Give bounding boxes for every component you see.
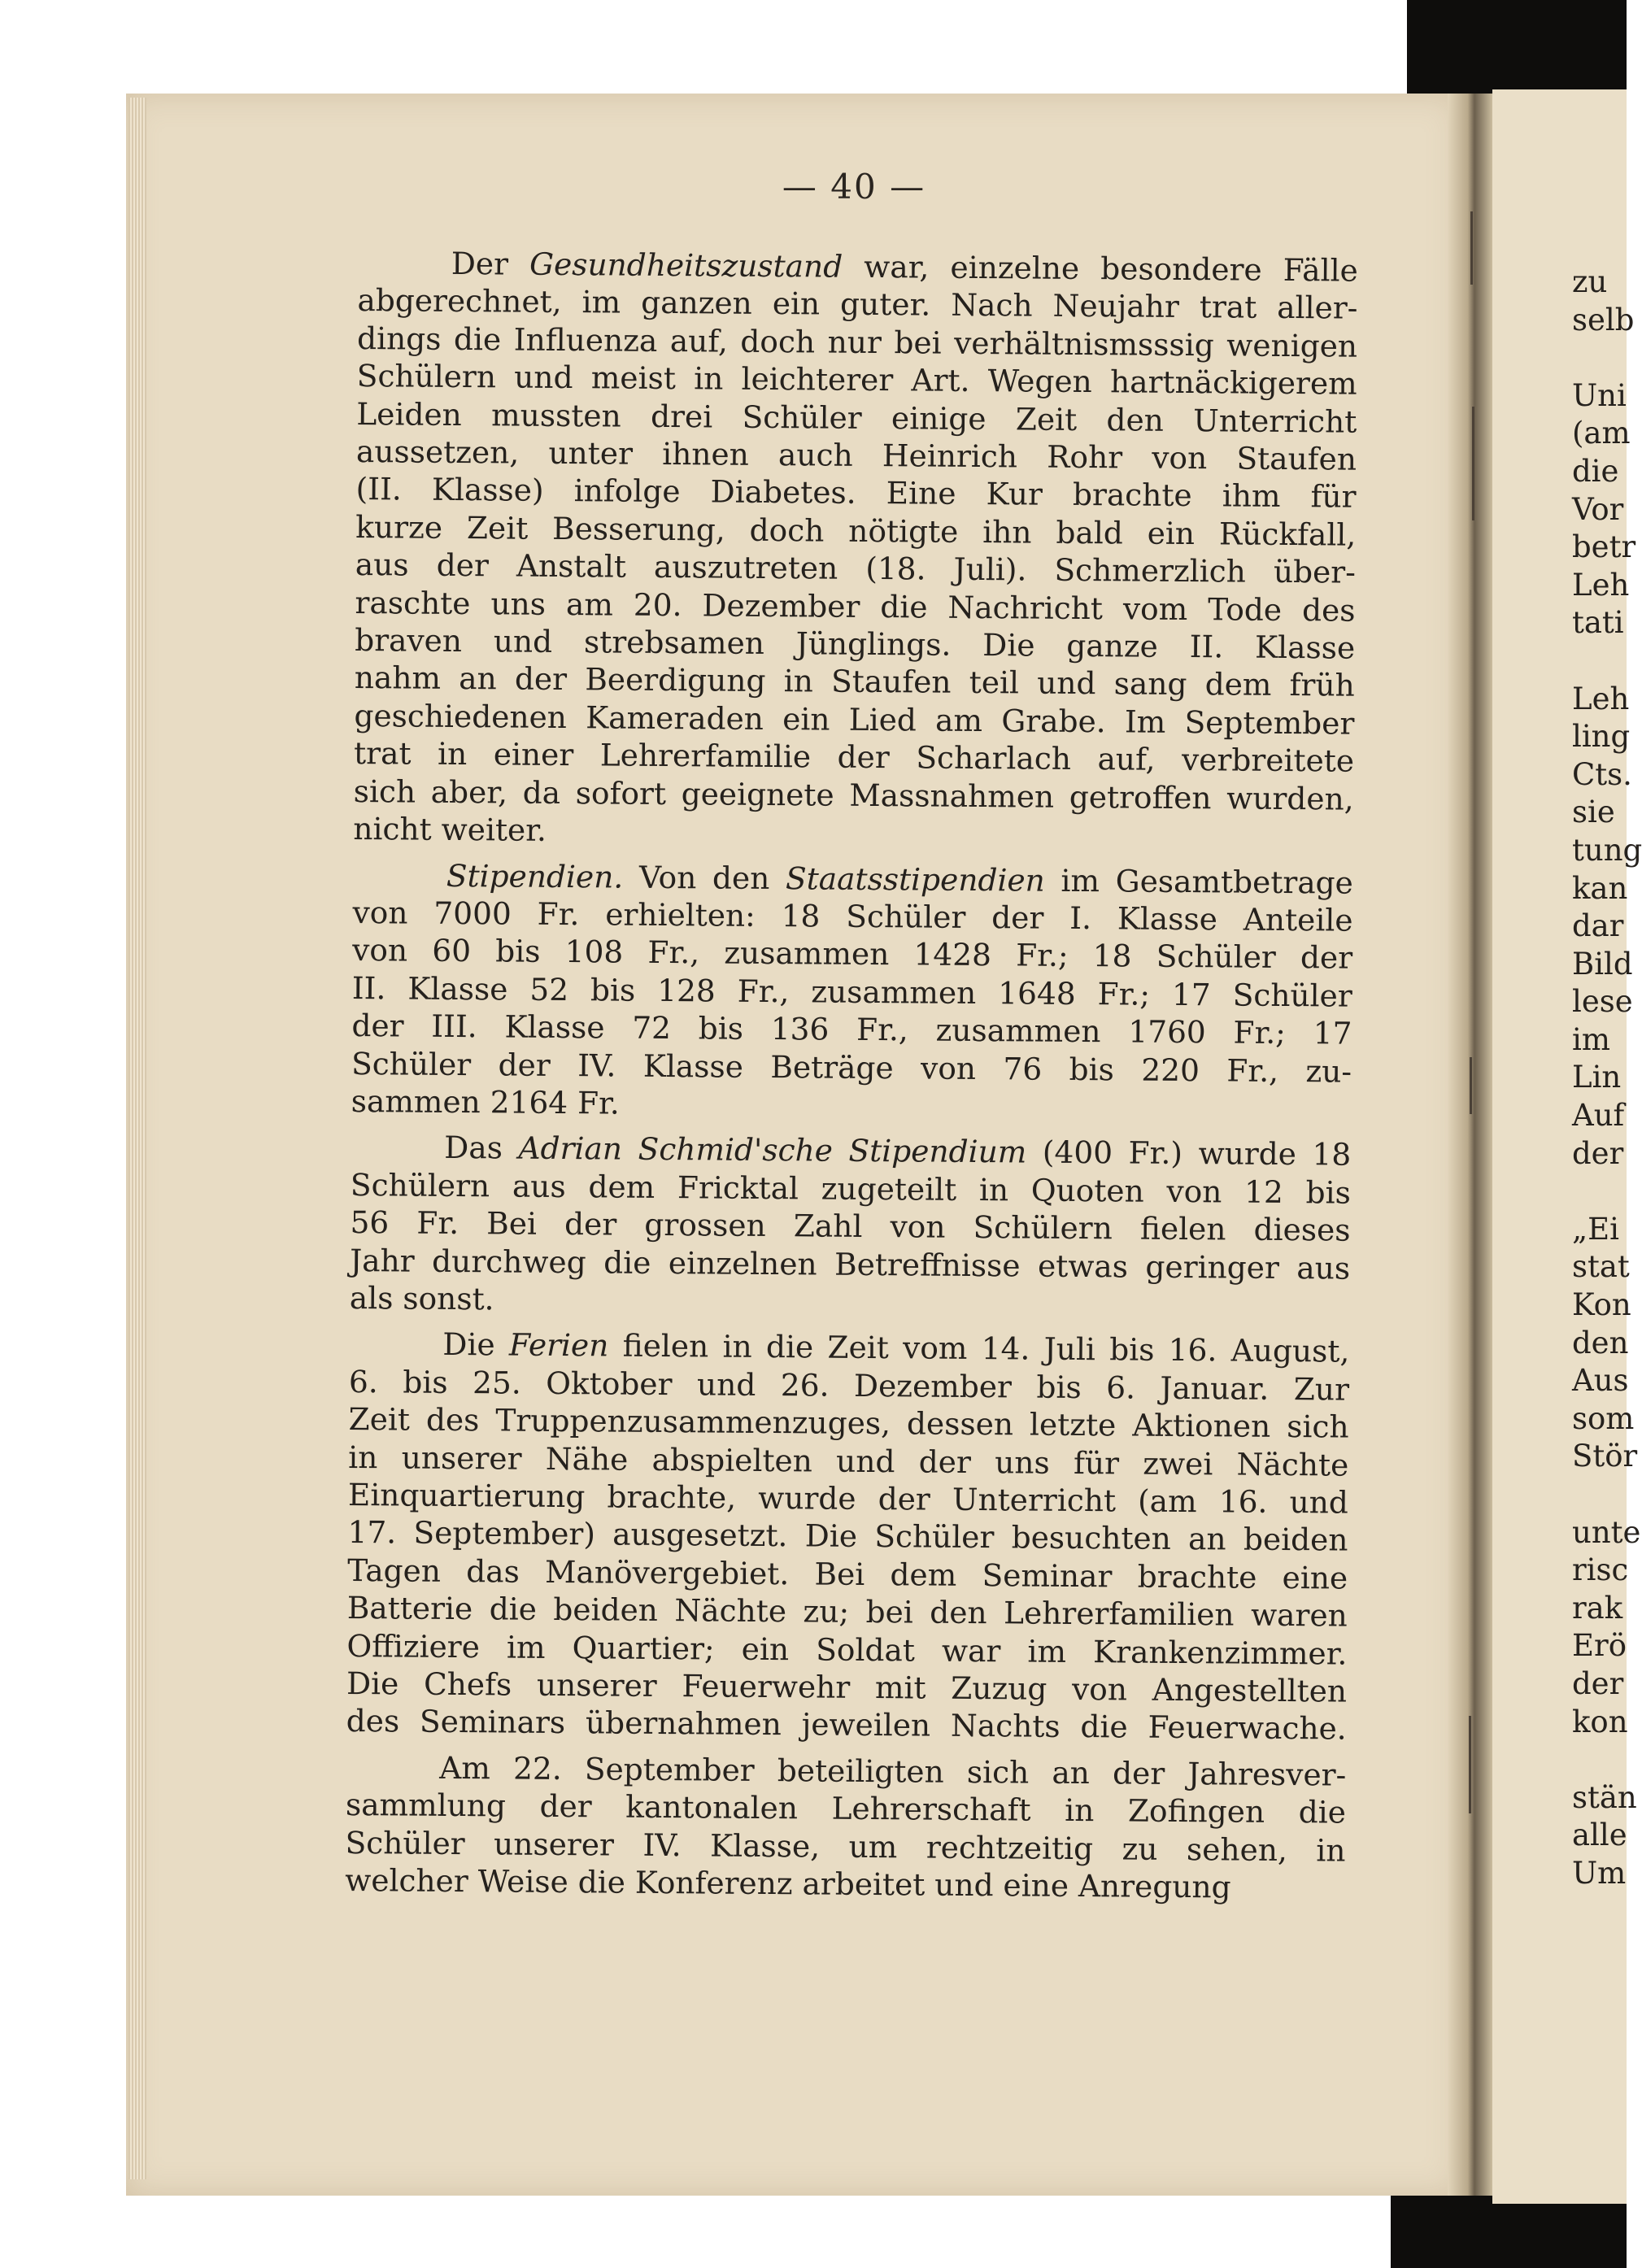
right-page-fragment: den <box>1572 1325 1629 1360</box>
text-line: in unserer Nähe abspielten und der uns für zwei Nächte <box>348 1439 1349 1483</box>
right-page-fragment: Lin <box>1572 1060 1622 1095</box>
right-page-fragment: betr <box>1572 529 1636 565</box>
text-line: Zeit des Truppenzusammenzuges, dessen letzte Aktionen sich <box>348 1401 1349 1445</box>
text-line: sammlung der kantonalen Lehrerschaft in Zofingen die <box>345 1787 1347 1831</box>
right-page-fragment: som <box>1572 1400 1635 1436</box>
right-page-fragment: lese <box>1572 984 1633 1020</box>
right-page-fragment: „Ei <box>1572 1211 1620 1247</box>
text-line: raschte uns am 20. Dezember die Nachricht vom Tode des <box>355 584 1356 629</box>
text-line: Jahr durchweg die einzelnen Betreffnisse etwas geringer aus <box>350 1242 1351 1286</box>
text-line: Die Ferien fielen in die Zeit vom 14. Juli bis 16. August, <box>442 1326 1350 1369</box>
text-line: braven und strebsamen Jünglings. Die ganze II. Klasse <box>355 622 1356 666</box>
text-line: Tagen das Manövergebiet. Bei dem Seminar brachte eine <box>347 1552 1348 1596</box>
right-page-fragment: Aus <box>1572 1363 1629 1399</box>
text-line: nahm an der Beerdigung in Staufen teil und sang dem früh <box>354 660 1355 704</box>
gutter-mark <box>1470 211 1473 285</box>
gutter-mark <box>1469 1716 1471 1813</box>
text-line: geschiedenen Kameraden ein Lied am Grabe. Im September <box>354 697 1355 742</box>
text-line: Schüler unserer IV. Klasse, um rechtzeitig zu sehen, in <box>345 1824 1346 1869</box>
text-line: Schülern und meist in leichterer Art. Wegen hartnäckigerem <box>356 358 1357 402</box>
right-page-fragment: Uni <box>1572 377 1627 413</box>
text-line: sammen 2164 Fr. <box>351 1082 620 1121</box>
right-page-fragment: stat <box>1572 1249 1630 1285</box>
text-line: welcher Weise die Konferenz arbeitet und eine Anregung <box>345 1862 1231 1905</box>
text-line: aussetzen, unter ihnen auch Heinrich Rohr von Staufen <box>355 433 1357 477</box>
text-line: der III. Klasse 72 bis 136 Fr., zusammen 1760 Fr.; 17 <box>351 1008 1352 1051</box>
text-line: Die Chefs unserer Feuerwehr mit Zuzug von Angestellten <box>346 1665 1348 1709</box>
text-line: dings die Influenza auf, doch nur bei verhältnismsssig wenigen <box>356 320 1358 364</box>
text-line: sich aber, da sofort geeignete Massnahmen getroffen wurden, <box>353 773 1354 817</box>
right-page-fragment: Erö <box>1572 1628 1627 1664</box>
right-page-fragment: rak <box>1572 1590 1623 1626</box>
text-line: Am 22. September beteiligten sich an der Jahresver- <box>439 1749 1347 1793</box>
right-page-fragment <box>1572 642 1629 681</box>
right-page-fragment: Leh <box>1572 567 1630 603</box>
right-page-fragment: Kon <box>1572 1287 1631 1323</box>
text-line: Das Adrian Schmid'sche Stipendium (400 Fr.) wurde 18 <box>444 1130 1352 1173</box>
text-line: aus der Anstalt auszutreten (18. Juli). Schmerzlich über- <box>355 546 1357 590</box>
text-line: Offiziere im Quartier; ein Soldat war im Krankenzimmer. <box>346 1627 1348 1672</box>
book-gutter <box>1448 94 1492 2196</box>
page-edges <box>128 98 146 2179</box>
right-page-fragment: sie <box>1572 794 1615 830</box>
right-page-fragment: Leh <box>1572 681 1630 716</box>
right-page-fragment: risc <box>1572 1552 1629 1588</box>
right-page-fragment: kon <box>1572 1704 1628 1739</box>
right-page-fragment: Auf <box>1572 1098 1625 1134</box>
right-page-fragment: (am <box>1572 416 1631 451</box>
right-page-fragment: tung <box>1572 832 1642 868</box>
text-line: des Seminars übernahmen jeweilen Nachts die Feuerwache. <box>346 1703 1347 1748</box>
right-page-fragment: die <box>1572 453 1619 489</box>
body-text <box>345 244 1358 1907</box>
background-dark-top <box>1407 0 1627 98</box>
text-line: Leiden mussten drei Schüler einige Zeit den Unterricht <box>356 395 1357 440</box>
gutter-mark <box>1472 407 1474 520</box>
right-page-fragment: unte <box>1572 1514 1641 1550</box>
right-page-fragment: selb <box>1572 302 1635 337</box>
text-line: (II. Klasse) infolge Diabetes. Eine Kur brachte ihm für <box>355 471 1357 516</box>
right-page-fragment <box>1572 1741 1629 1779</box>
text-line: trat in einer Lehrerfamilie der Scharlach auf, verbreitete <box>353 735 1355 779</box>
right-page-fragment: Stör <box>1572 1439 1638 1474</box>
text-line: II. Klasse 52 bis 128 Fr., zusammen 1648 Fr.; 17 Schüler <box>351 969 1352 1014</box>
right-page-fragment: alle <box>1572 1817 1627 1853</box>
right-page-fragment: kan <box>1572 870 1628 906</box>
right-page-fragment: Bild <box>1572 946 1633 982</box>
text-line: 6. bis 25. Oktober und 26. Dezember bis 6. Januar. Zur <box>348 1363 1350 1408</box>
right-page-fragment: dar <box>1572 908 1624 944</box>
text-line: abgerechnet, im ganzen ein guter. Nach Neujahr trat aller- <box>357 282 1358 327</box>
text-line: Schülern aus dem Fricktal zugeteilt in Quoten von 12 bis <box>350 1166 1352 1211</box>
right-page-fragment: Vor <box>1572 491 1624 527</box>
text-line: 56 Fr. Bei der grossen Zahl von Schülern fielen dieses <box>350 1204 1351 1248</box>
text-line: Schüler der IV. Klasse Beträge von 76 bis 220 Fr., zu- <box>351 1045 1352 1090</box>
text-line: von 60 bis 108 Fr., zusammen 1428 Fr.; 18 Schüler der <box>352 932 1353 976</box>
text-line: kurze Zeit Besserung, doch nötigte ihn bald ein Rückfall, <box>355 508 1357 553</box>
right-page-fragment: der <box>1572 1665 1624 1701</box>
text-line: von 7000 Fr. erhielten: 18 Schüler der I. Klasse Anteile <box>352 894 1353 938</box>
right-page-fragment: im <box>1572 1021 1610 1057</box>
text-line: Batterie die beiden Nächte zu; bei den Lehrerfamilien waren <box>346 1590 1348 1634</box>
right-page-fragment: tati <box>1572 605 1624 641</box>
text-line: 17. September) ausgesetzt. Die Schüler besuchten an beiden <box>347 1514 1348 1559</box>
gutter-mark <box>1470 1057 1472 1114</box>
right-page-fragment: der <box>1572 1135 1624 1171</box>
text-line: Der Gesundheitszustand war, einzelne besondere Fälle <box>451 245 1358 289</box>
right-page-fragment: Cts. <box>1572 756 1632 792</box>
right-page-fragment: stän <box>1572 1779 1637 1815</box>
right-page-fragment <box>1572 1476 1629 1514</box>
right-page-fragment: ling <box>1572 719 1631 755</box>
right-page-text <box>1572 263 1642 1893</box>
text-line: Stipendien. Von den Staatsstipendien im Gesamtbetrage <box>446 857 1354 901</box>
right-page-fragment <box>1572 1173 1629 1211</box>
right-page-fragment: Um <box>1572 1855 1627 1891</box>
text-line: Einquartierung brachte, wurde der Unterricht (am 16. und <box>347 1476 1349 1521</box>
right-page-fragment <box>1572 339 1629 377</box>
text-line: als sonst. <box>349 1279 494 1317</box>
page-number: — 40 — <box>782 167 926 207</box>
right-page-fragment: zu <box>1572 264 1608 299</box>
text-line: nicht weiter. <box>353 811 547 848</box>
